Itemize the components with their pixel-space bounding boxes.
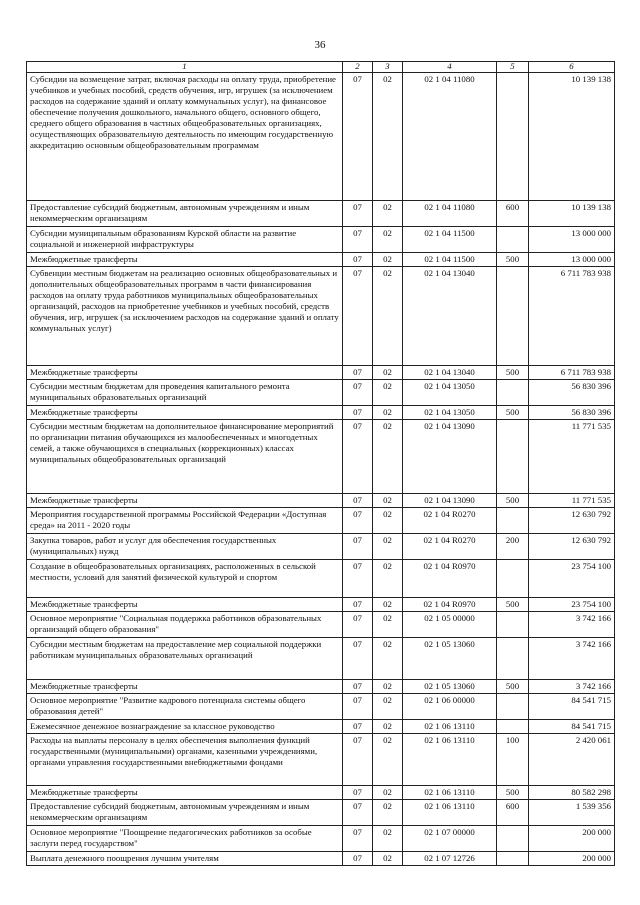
table-row (27, 598, 615, 612)
row-subsection: 02 (373, 494, 403, 508)
row-name: Создание в общеобразовательных организациях, расположенных в сельской местности, условий для занятий физической культурой и спортом (27, 560, 343, 598)
row-section: 07 (343, 800, 373, 826)
row-name: Межбюджетные трансферты (27, 598, 343, 612)
row-name: Межбюджетные трансферты (27, 253, 343, 267)
row-name: Закупка товаров, работ и услуг для обеспечения государственных (муниципальных) нужд (27, 534, 343, 560)
row-target-article: 02 1 04 13090 (403, 420, 497, 494)
row-subsection: 02 (373, 508, 403, 534)
row-section: 07 (343, 73, 373, 201)
row-subsection: 02 (373, 826, 403, 852)
row-target-article: 02 1 04 R0970 (403, 560, 497, 598)
header-col-3: 3 (373, 62, 403, 73)
row-name: Ежемесячное денежное вознаграждение за классное руководство (27, 720, 343, 734)
row-amount: 12 630 792 (529, 508, 615, 534)
row-amount: 23 754 100 (529, 598, 615, 612)
row-subsection: 02 (373, 560, 403, 598)
row-name: Предоставление субсидий бюджетным, автономным учреждениям и иным некоммерческим организациям (27, 800, 343, 826)
row-expense-type (497, 694, 529, 720)
row-amount: 56 830 396 (529, 406, 615, 420)
row-target-article: 02 1 05 13060 (403, 680, 497, 694)
row-name: Субвенции местным бюджетам на реализацию основных общеобразовательных и дополнительных общеобразовательных программ в части финансирования расходов на оплату труда работников муниципальных общеобразовательных организаций, расходов на приобретение учебников и учебных пособий, средств обучения, игр, игрушек (за исключением расходов на содержание зданий и оплату коммунальных услуг) (27, 267, 343, 366)
table-row (27, 680, 615, 694)
row-subsection: 02 (373, 612, 403, 638)
row-subsection: 02 (373, 734, 403, 786)
row-amount: 84 541 715 (529, 720, 615, 734)
row-section: 07 (343, 734, 373, 786)
table-row (27, 800, 615, 826)
row-subsection: 02 (373, 694, 403, 720)
row-section: 07 (343, 638, 373, 680)
row-amount: 3 742 166 (529, 680, 615, 694)
row-target-article: 02 1 06 13110 (403, 786, 497, 800)
row-expense-type (497, 560, 529, 598)
row-subsection: 02 (373, 720, 403, 734)
table-row (27, 227, 615, 253)
row-name: Предоставление субсидий бюджетным, автономным учреждениям и иным некоммерческим организациям (27, 201, 343, 227)
header-col-2: 2 (343, 62, 373, 73)
row-section: 07 (343, 852, 373, 866)
row-amount: 6 711 783 938 (529, 267, 615, 366)
row-target-article: 02 1 04 13050 (403, 406, 497, 420)
row-target-article: 02 1 04 11080 (403, 73, 497, 201)
row-name: Выплата денежного поощрения лучшим учителям (27, 852, 343, 866)
table-row (27, 638, 615, 680)
page-number: 36 (314, 39, 326, 51)
row-amount: 84 541 715 (529, 694, 615, 720)
row-subsection: 02 (373, 73, 403, 201)
row-subsection: 02 (373, 201, 403, 227)
row-expense-type: 500 (497, 598, 529, 612)
row-expense-type: 500 (497, 406, 529, 420)
row-name: Основное мероприятие "Поощрение педагогических работников за особые заслуги перед государством" (27, 826, 343, 852)
row-target-article: 02 1 04 13050 (403, 380, 497, 406)
row-amount: 1 539 356 (529, 800, 615, 826)
row-subsection: 02 (373, 267, 403, 366)
row-amount: 11 771 535 (529, 494, 615, 508)
row-subsection: 02 (373, 534, 403, 560)
row-expense-type: 200 (497, 534, 529, 560)
row-section: 07 (343, 694, 373, 720)
table-row (27, 694, 615, 720)
row-name: Мероприятия государственной программы Российской Федерации «Доступная среда» на 2011 - 2020 годы (27, 508, 343, 534)
row-expense-type (497, 380, 529, 406)
table-row (27, 508, 615, 534)
row-name: Основное мероприятие "Социальная поддержка работников образовательных организаций общего образования" (27, 612, 343, 638)
row-amount: 12 630 792 (529, 534, 615, 560)
row-name: Межбюджетные трансферты (27, 406, 343, 420)
row-section: 07 (343, 720, 373, 734)
row-target-article: 02 1 04 13040 (403, 267, 497, 366)
row-amount: 10 139 138 (529, 73, 615, 201)
row-amount: 2 420 061 (529, 734, 615, 786)
table-header-row (27, 62, 615, 73)
table-row (27, 253, 615, 267)
row-amount: 10 139 138 (529, 201, 615, 227)
row-subsection: 02 (373, 680, 403, 694)
row-target-article: 02 1 07 12726 (403, 852, 497, 866)
row-section: 07 (343, 366, 373, 380)
row-subsection: 02 (373, 786, 403, 800)
row-amount: 80 582 298 (529, 786, 615, 800)
row-section: 07 (343, 406, 373, 420)
row-amount: 6 711 783 938 (529, 366, 615, 380)
row-expense-type (497, 227, 529, 253)
row-expense-type: 600 (497, 800, 529, 826)
row-name: Субсидии местным бюджетам для проведения капитального ремонта муниципальных образовательных организаций (27, 380, 343, 406)
row-amount: 200 000 (529, 852, 615, 866)
row-name: Субсидии местным бюджетам на предоставление мер социальной поддержки работникам муниципальных образовательных организаций (27, 638, 343, 680)
row-section: 07 (343, 560, 373, 598)
row-target-article: 02 1 06 00000 (403, 694, 497, 720)
row-name: Основное мероприятие "Развитие кадрового потенциала системы общего образования детей" (27, 694, 343, 720)
header-col-4: 4 (403, 62, 497, 73)
row-target-article: 02 1 04 11080 (403, 201, 497, 227)
row-section: 07 (343, 267, 373, 366)
table-row (27, 201, 615, 227)
row-expense-type: 600 (497, 201, 529, 227)
row-amount: 3 742 166 (529, 638, 615, 680)
row-amount: 13 000 000 (529, 253, 615, 267)
row-subsection: 02 (373, 638, 403, 680)
row-expense-type (497, 826, 529, 852)
row-expense-type: 500 (497, 680, 529, 694)
row-amount: 13 000 000 (529, 227, 615, 253)
table-row (27, 852, 615, 866)
row-target-article: 02 1 04 R0270 (403, 508, 497, 534)
row-section: 07 (343, 201, 373, 227)
table-row (27, 406, 615, 420)
row-name: Межбюджетные трансферты (27, 494, 343, 508)
row-subsection: 02 (373, 253, 403, 267)
row-expense-type: 500 (497, 366, 529, 380)
row-target-article: 02 1 04 13090 (403, 494, 497, 508)
table-row (27, 560, 615, 598)
row-subsection: 02 (373, 420, 403, 494)
table-row (27, 786, 615, 800)
table-row (27, 826, 615, 852)
table-row (27, 612, 615, 638)
table-row (27, 420, 615, 494)
row-subsection: 02 (373, 598, 403, 612)
row-target-article: 02 1 06 13110 (403, 720, 497, 734)
row-expense-type: 500 (497, 786, 529, 800)
budget-table (26, 61, 615, 866)
table-row (27, 380, 615, 406)
row-subsection: 02 (373, 800, 403, 826)
row-section: 07 (343, 680, 373, 694)
header-col-5: 5 (497, 62, 529, 73)
row-expense-type (497, 73, 529, 201)
table-row (27, 267, 615, 366)
table-row (27, 734, 615, 786)
row-expense-type (497, 852, 529, 866)
row-section: 07 (343, 508, 373, 534)
row-target-article: 02 1 04 13040 (403, 366, 497, 380)
row-section: 07 (343, 380, 373, 406)
row-target-article: 02 1 04 R0970 (403, 598, 497, 612)
row-section: 07 (343, 227, 373, 253)
row-subsection: 02 (373, 366, 403, 380)
row-name: Межбюджетные трансферты (27, 680, 343, 694)
row-amount: 3 742 166 (529, 612, 615, 638)
row-name: Межбюджетные трансферты (27, 786, 343, 800)
row-target-article: 02 1 04 11500 (403, 227, 497, 253)
row-amount: 56 830 396 (529, 380, 615, 406)
row-section: 07 (343, 534, 373, 560)
row-name: Субсидии на возмещение затрат, включая расходы на оплату труда, приобретение учебников и учебных пособий, средств обучения, игр, игрушек (за исключением расходов на содержание зданий и оплату коммунальных услуг), на финансовое обеспечение получения дошкольного, начального общего, основного общего, среднего общего образования в частных общеобразовательных организациях, осуществляющих образовательную деятельность по имеющим государственную аккредитацию основным общеобразовательным программам (27, 73, 343, 201)
row-name: Субсидии муниципальным образованиям Курской области на развитие социальной и инженерной инфраструктуры (27, 227, 343, 253)
row-section: 07 (343, 612, 373, 638)
row-expense-type (497, 267, 529, 366)
row-section: 07 (343, 786, 373, 800)
table-row (27, 720, 615, 734)
row-subsection: 02 (373, 406, 403, 420)
row-target-article: 02 1 06 13110 (403, 800, 497, 826)
row-expense-type (497, 612, 529, 638)
row-target-article: 02 1 04 R0270 (403, 534, 497, 560)
table-row (27, 73, 615, 201)
row-target-article: 02 1 06 13110 (403, 734, 497, 786)
row-amount: 11 771 535 (529, 420, 615, 494)
row-expense-type (497, 720, 529, 734)
table-row (27, 534, 615, 560)
header-col-1: 1 (27, 62, 343, 73)
row-name: Межбюджетные трансферты (27, 366, 343, 380)
row-name: Субсидии местным бюджетам на дополнительное финансирование мероприятий по организации питания обучающихся из малообеспеченных и многодетных семей, а также обучающихся в специальных (коррекционных) классах муниципальных общеобразовательных организаций (27, 420, 343, 494)
row-section: 07 (343, 253, 373, 267)
table-row (27, 366, 615, 380)
row-target-article: 02 1 05 00000 (403, 612, 497, 638)
row-section: 07 (343, 494, 373, 508)
row-section: 07 (343, 598, 373, 612)
row-target-article: 02 1 07 00000 (403, 826, 497, 852)
table-row (27, 494, 615, 508)
row-subsection: 02 (373, 852, 403, 866)
row-expense-type: 100 (497, 734, 529, 786)
row-amount: 23 754 100 (529, 560, 615, 598)
row-section: 07 (343, 420, 373, 494)
row-expense-type: 500 (497, 494, 529, 508)
header-col-6: 6 (529, 62, 615, 73)
row-expense-type: 500 (497, 253, 529, 267)
row-subsection: 02 (373, 227, 403, 253)
row-expense-type (497, 420, 529, 494)
row-amount: 200 000 (529, 826, 615, 852)
row-expense-type (497, 508, 529, 534)
row-name: Расходы на выплаты персоналу в целях обеспечения выполнения функций государственными (муниципальными) органами, казенными учреждениями, органами управления государственными внебюджетными фондами (27, 734, 343, 786)
row-subsection: 02 (373, 380, 403, 406)
row-target-article: 02 1 05 13060 (403, 638, 497, 680)
row-target-article: 02 1 04 11500 (403, 253, 497, 267)
row-section: 07 (343, 826, 373, 852)
row-expense-type (497, 638, 529, 680)
